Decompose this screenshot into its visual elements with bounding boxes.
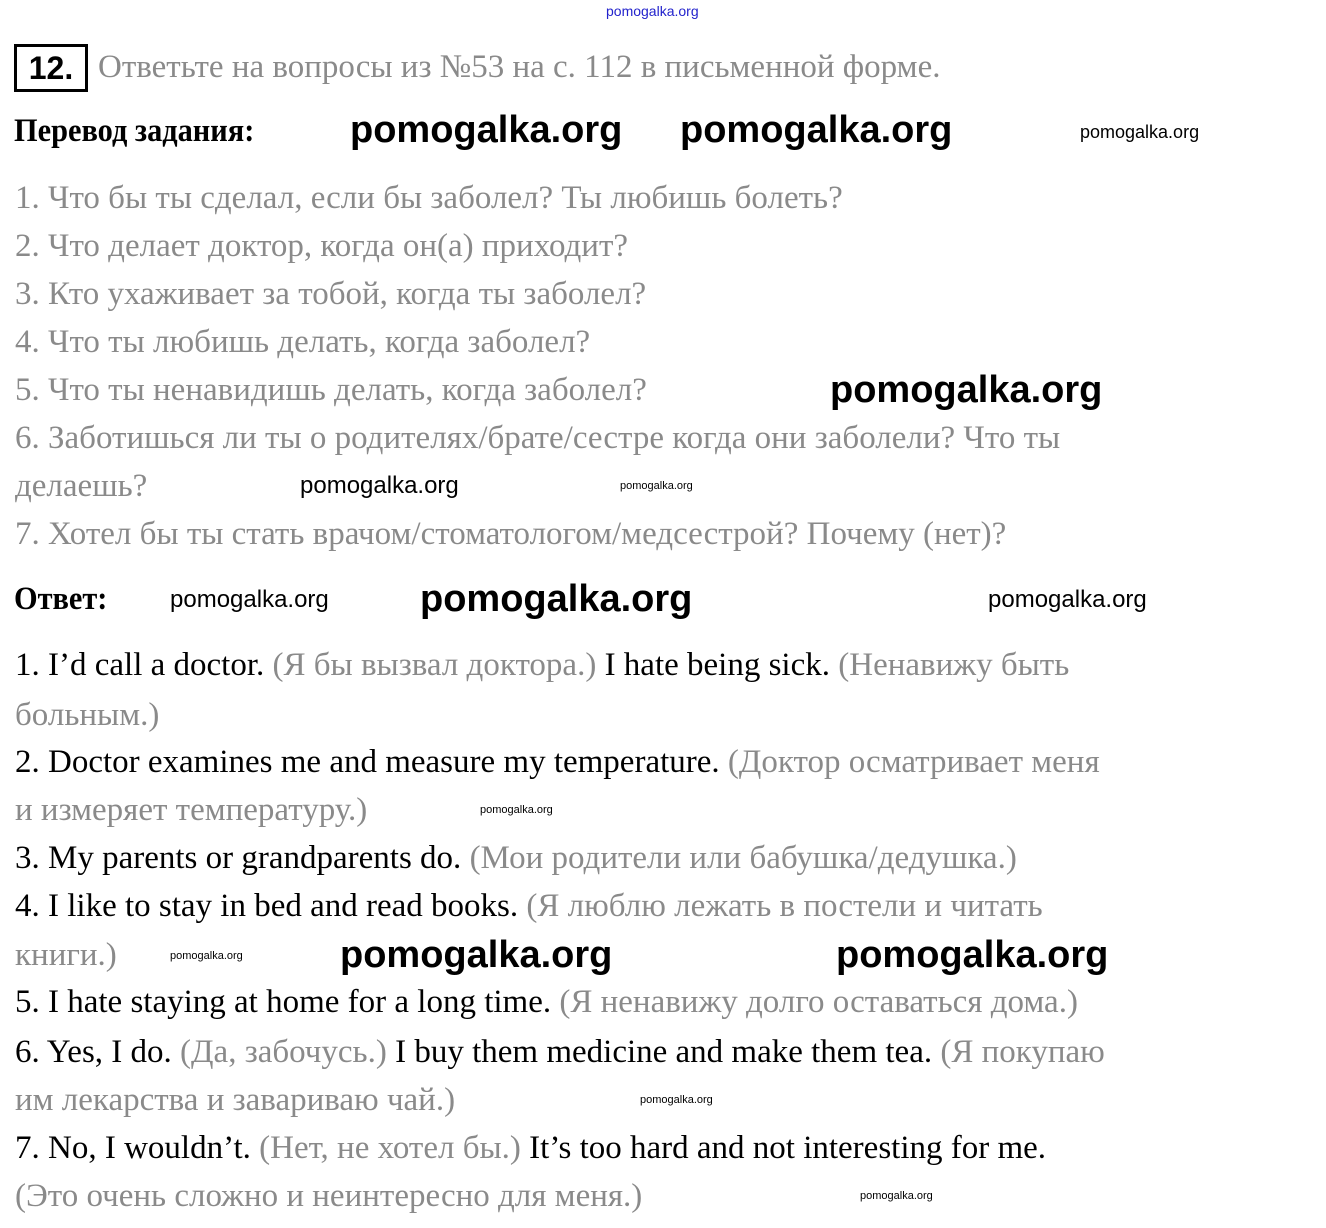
answer-line <box>15 935 117 975</box>
answer-english-text: It’s too hard and not interesting for me. <box>529 1130 1047 1166</box>
task-number: 12. <box>14 44 88 92</box>
answer-russian-translation: (Я ненавижу долго оставаться дома.) <box>559 984 1078 1020</box>
task-text: Ответьте на вопросы из №53 на с. 112 в письменной форме. <box>98 49 941 85</box>
answer-line <box>15 838 1017 878</box>
answer-russian-translation: больным.) <box>15 697 160 733</box>
answer-english-text: 1. I’d call a doctor. <box>15 647 273 683</box>
answer-line <box>15 1032 1105 1072</box>
watermark: pomogalka.org <box>640 1094 713 1106</box>
watermark: pomogalka.org <box>480 804 553 816</box>
watermark: pomogalka.org <box>340 934 613 976</box>
question-line: 5. Что ты ненавидишь делать, когда заболел? <box>15 372 647 408</box>
answer-line <box>15 695 159 735</box>
answer-russian-translation: (Я покупаю <box>940 1034 1105 1070</box>
answer-line <box>15 1080 455 1120</box>
question-line: 6. Заботишься ли ты о родителях/брате/сестре когда они заболели? Что ты <box>15 420 1061 456</box>
question-line: 3. Кто ухаживает за тобой, когда ты заболел? <box>15 276 647 312</box>
answer-russian-translation: (Нет, не хотел бы.) <box>259 1130 530 1166</box>
watermark: pomogalka.org <box>988 586 1147 613</box>
watermark: pomogalka.org <box>420 578 693 620</box>
answer-russian-translation: (Это очень сложно и неинтересно для меня.) <box>15 1178 643 1214</box>
answer-russian-translation: (Я люблю лежать в постели и читать <box>526 888 1043 924</box>
watermark: pomogalka.org <box>836 934 1109 976</box>
answer-english-text: I hate being sick. <box>604 647 839 683</box>
watermark: pomogalka.org <box>1080 122 1200 142</box>
watermark: pomogalka.org <box>830 369 1103 411</box>
answer-english-text: 2. Doctor examines me and measure my temperature. <box>15 744 728 780</box>
answer-line <box>15 742 1100 782</box>
answer-english-text: 7. No, I wouldn’t. <box>15 1130 260 1166</box>
answer-line <box>15 1128 1046 1168</box>
answer-english-text: 3. My parents or grandparents do. <box>15 840 470 876</box>
answer-russian-translation: (Доктор осматривает меня <box>727 744 1100 780</box>
answer-russian-translation: им лекарства и завариваю чай.) <box>15 1082 456 1118</box>
answer-heading: Ответ: <box>14 581 108 617</box>
answer-russian-translation: книги.) <box>15 937 117 973</box>
answer-line <box>15 645 1069 685</box>
answer-russian-translation: и измеряет температуру.) <box>15 792 368 828</box>
answer-english-text: I buy them medicine and make them tea. <box>395 1034 941 1070</box>
watermark: pomogalka.org <box>350 109 623 151</box>
watermark: pomogalka.org <box>860 1190 933 1202</box>
watermark: pomogalka.org <box>300 472 459 499</box>
answer-russian-translation: (Ненавижу быть <box>838 647 1070 683</box>
watermark: pomogalka.org <box>620 480 693 492</box>
answer-english-text: 6. Yes, I do. <box>15 1034 181 1070</box>
answer-russian-translation: (Я бы вызвал доктора.) <box>272 647 605 683</box>
question-line: 7. Хотел бы ты стать врачом/стоматологом/медсестрой? Почему (нет)? <box>15 516 1007 552</box>
answer-line <box>15 886 1043 926</box>
question-line: 2. Что делает доктор, когда он(а) приходит? <box>15 228 629 264</box>
watermark: pomogalka.org <box>170 586 329 613</box>
answer-line <box>15 790 367 830</box>
answer-english-text: 5. I hate staying at home for a long time. <box>15 984 560 1020</box>
answer-russian-translation: (Да, забочусь.) <box>180 1034 396 1070</box>
question-line: делаешь? <box>15 468 148 504</box>
translation-heading: Перевод задания: <box>14 113 255 149</box>
answer-line <box>15 1176 642 1216</box>
watermark: pomogalka.org <box>680 109 953 151</box>
answer-russian-translation: (Мои родители или бабушка/дедушка.) <box>469 840 1017 876</box>
watermark: pomogalka.org <box>170 950 243 962</box>
question-line: 4. Что ты любишь делать, когда заболел? <box>15 324 591 360</box>
watermark: pomogalka.org <box>606 3 699 19</box>
answer-line <box>15 982 1078 1022</box>
question-line: 1. Что бы ты сделал, если бы заболел? Ты любишь болеть? <box>15 180 843 216</box>
answer-english-text: 4. I like to stay in bed and read books. <box>15 888 527 924</box>
